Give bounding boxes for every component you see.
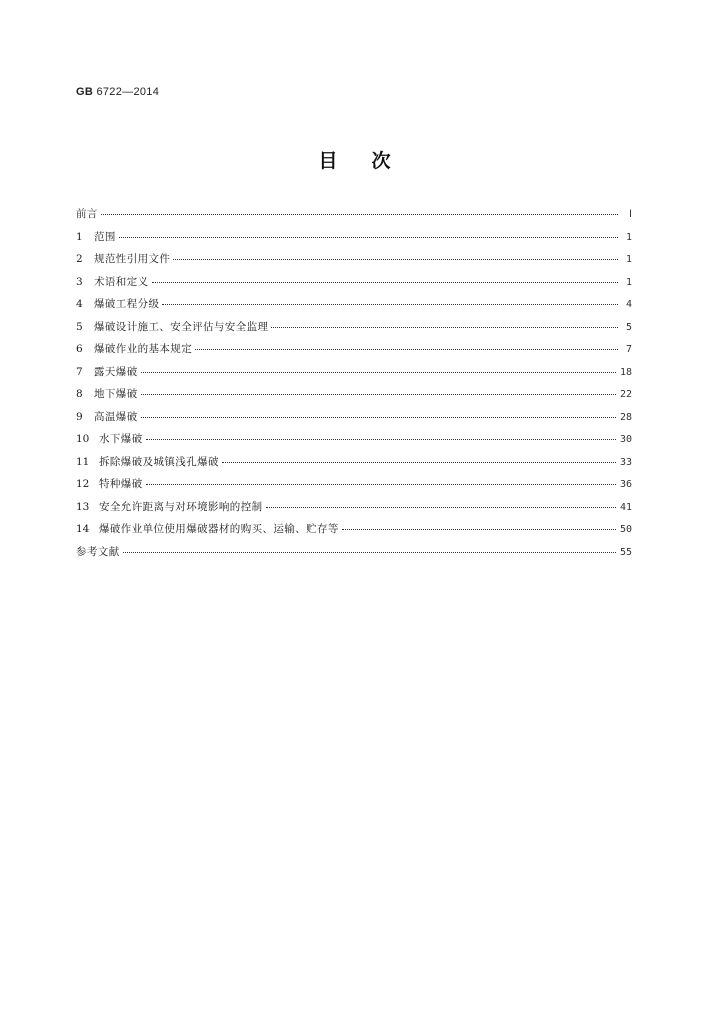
toc-entry[interactable] <box>76 386 632 409</box>
toc-entry-label: 参考文献 <box>76 545 120 558</box>
toc-entry-label: 拆除爆破及城镇浅孔爆破 <box>99 455 219 468</box>
toc-entry[interactable] <box>76 476 632 499</box>
toc-entry[interactable] <box>76 319 632 342</box>
toc-entry[interactable] <box>76 544 632 567</box>
toc-entry-label: 术语和定义 <box>94 275 149 288</box>
standard-number: 6722—2014 <box>96 86 160 98</box>
toc-entry-label: 爆破作业单位使用爆破器材的购买、运输、贮存等 <box>99 523 339 535</box>
toc-entry[interactable] <box>76 454 632 477</box>
dot-leader <box>146 484 616 485</box>
toc-entry[interactable] <box>76 296 632 319</box>
toc-entry-page: 1 <box>625 276 632 288</box>
dot-leader <box>123 552 616 553</box>
toc-entry-page: 30 <box>619 434 632 445</box>
toc-entry-label: 特种爆破 <box>99 478 143 490</box>
dot-leader <box>141 394 616 395</box>
toc-entry[interactable] <box>76 251 632 274</box>
toc-entry-number: 4 <box>76 298 83 310</box>
toc-entry-label: 安全允许距离与对环境影响的控制 <box>99 500 263 513</box>
dot-leader <box>162 304 618 305</box>
toc-entry-label: 水下爆破 <box>99 433 143 445</box>
toc-entry-page: 7 <box>625 344 632 355</box>
toc-entry[interactable] <box>76 229 632 252</box>
dot-leader <box>342 529 616 530</box>
toc-entry-page: 55 <box>619 546 632 558</box>
dot-leader <box>271 327 618 328</box>
toc-entry-label: 规范性引用文件 <box>94 253 171 265</box>
toc-entry-label: 高温爆破 <box>94 410 138 423</box>
toc-entry-page: 18 <box>619 366 632 378</box>
dot-leader <box>266 507 616 508</box>
toc-entry-page: 28 <box>619 411 632 423</box>
toc-entry-number: 10 <box>76 433 90 445</box>
toc-entry-number: 13 <box>76 500 90 513</box>
toc-entry-number: 12 <box>76 478 90 490</box>
toc-entry-label: 爆破设计施工、安全评估与安全监理 <box>94 320 269 333</box>
toc-entry-label: 前言 <box>76 208 98 220</box>
dot-leader <box>195 349 618 350</box>
toc-entry[interactable] <box>76 409 632 432</box>
toc-entry-page: 22 <box>619 389 632 400</box>
toc-entry-label: 露天爆破 <box>94 365 138 378</box>
toc-title: 目次 <box>318 150 425 172</box>
toc-entry-label: 爆破作业的基本规定 <box>94 343 193 355</box>
toc-entry-page: 50 <box>619 524 632 535</box>
standard-code: GB <box>76 86 94 98</box>
toc-entry-page: 33 <box>619 456 632 468</box>
toc-entry[interactable] <box>76 364 632 387</box>
toc-entry[interactable] <box>76 206 632 229</box>
dot-leader <box>222 462 616 463</box>
toc-entry[interactable] <box>76 521 632 544</box>
toc-entry[interactable] <box>76 499 632 522</box>
toc-entry-number: 6 <box>76 343 83 355</box>
toc-entry-number: 11 <box>76 455 90 468</box>
toc-entry-number: 5 <box>76 320 83 333</box>
toc-entry-page: 36 <box>619 479 632 490</box>
table-of-contents <box>76 206 632 566</box>
dot-leader <box>141 417 616 418</box>
document-header <box>76 86 159 98</box>
toc-entry-number: 7 <box>76 365 83 378</box>
toc-entry-page: 41 <box>619 501 632 513</box>
toc-entry-number: 2 <box>76 253 83 265</box>
toc-entry-number: 8 <box>76 388 83 400</box>
dot-leader <box>119 237 618 238</box>
dot-leader <box>141 372 616 373</box>
toc-entry[interactable] <box>76 341 632 364</box>
dot-leader <box>146 439 616 440</box>
dot-leader <box>152 282 619 283</box>
toc-entry-number: 9 <box>76 410 83 423</box>
toc-entry-page: 1 <box>625 231 632 243</box>
toc-entry-number: 1 <box>76 230 83 243</box>
dot-leader <box>101 214 618 215</box>
toc-entry-page: 5 <box>625 321 632 333</box>
toc-entry-label: 爆破工程分级 <box>94 298 160 310</box>
toc-entry-number: 14 <box>76 523 90 535</box>
toc-entry[interactable] <box>76 274 632 297</box>
toc-entry-number: 3 <box>76 275 83 288</box>
toc-entry-page: 4 <box>625 299 632 310</box>
toc-entry-page: 1 <box>625 254 632 265</box>
toc-entry-label: 范围 <box>94 230 116 243</box>
toc-entry-label: 地下爆破 <box>94 388 138 400</box>
dot-leader <box>173 259 618 260</box>
toc-entry[interactable] <box>76 431 632 454</box>
toc-entry-page: Ⅰ <box>629 209 632 220</box>
